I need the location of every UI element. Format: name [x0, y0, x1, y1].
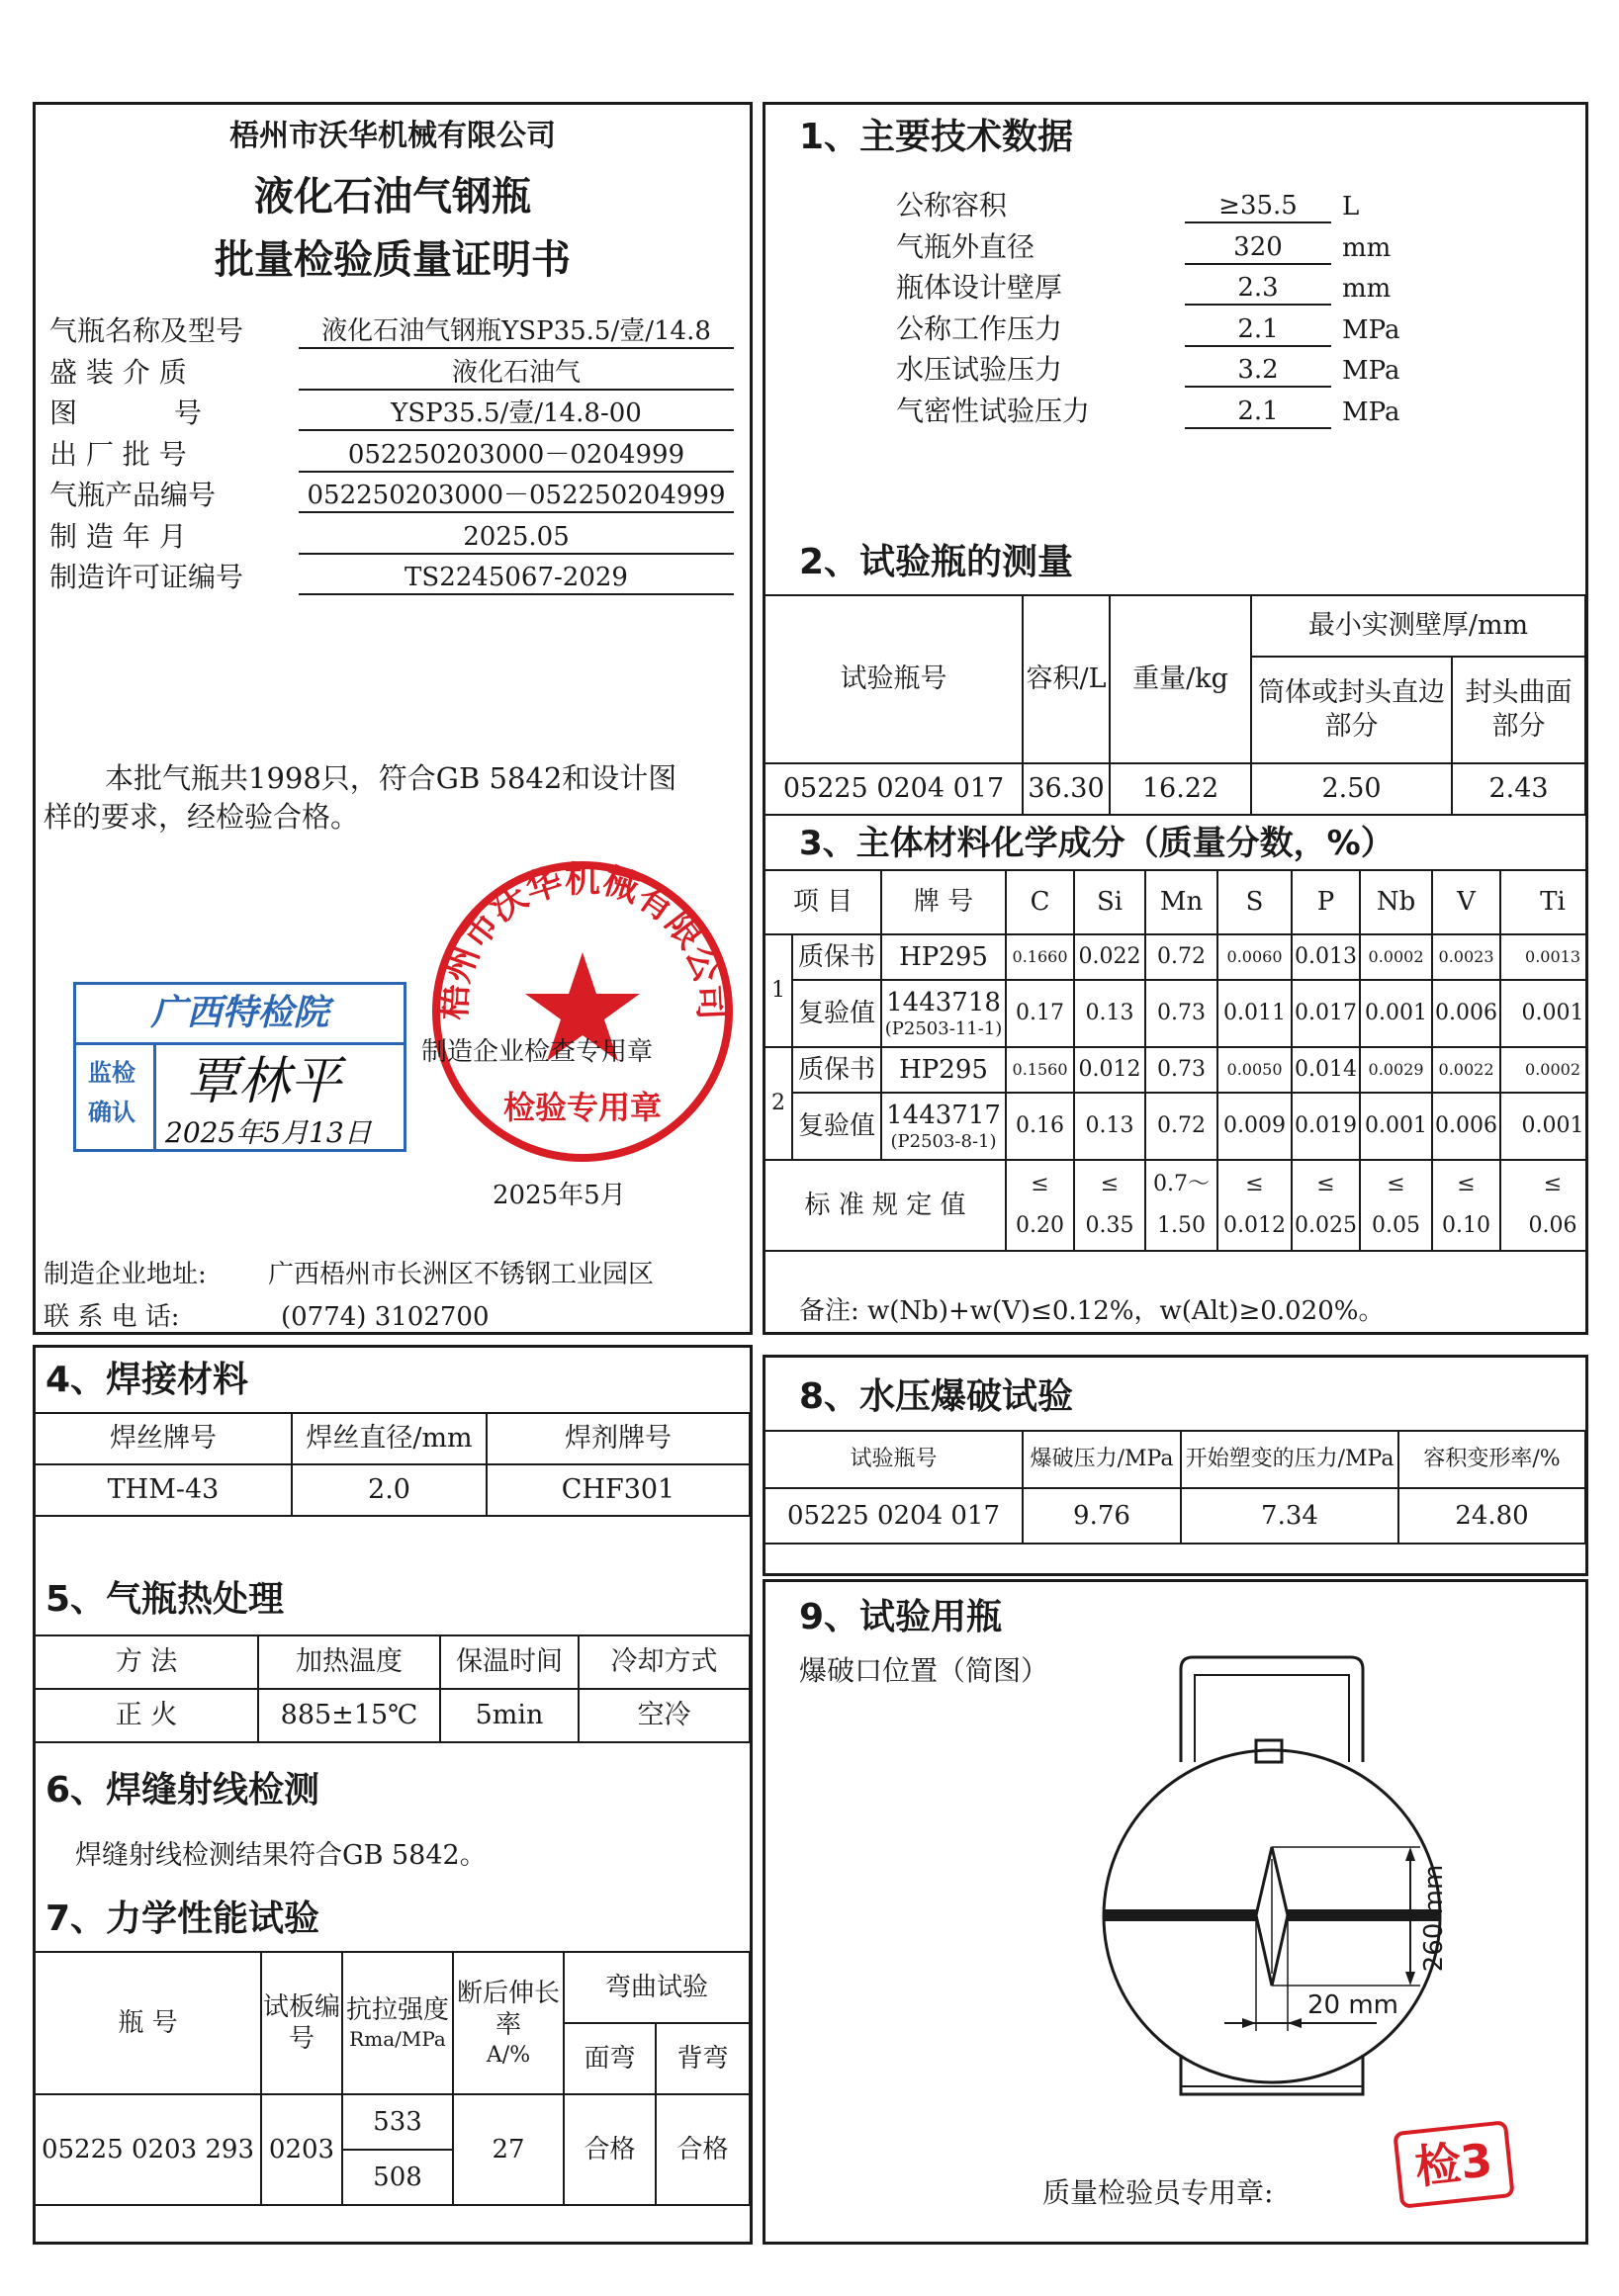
chem-header-element: P: [1292, 870, 1360, 934]
chem-value: 0.0022: [1432, 1047, 1500, 1093]
address-label: 制造企业地址:: [44, 1260, 207, 1289]
meas-header-bottle-no: 试验瓶号: [765, 595, 1023, 763]
inspector-stamp: [73, 982, 406, 1152]
burst-value: 7.34: [1181, 1488, 1398, 1544]
burst-value: 05225 0204 017: [765, 1488, 1023, 1544]
cert-field-value: 052250203000－0204999: [299, 442, 734, 473]
technical-panel: [763, 102, 1588, 1335]
chem-row-brand-cell: [881, 934, 1006, 980]
chem-value: 0.006: [1432, 1093, 1500, 1160]
phone-label: 联 系 电 话:: [44, 1302, 180, 1332]
tech-label: 水压试验压力: [896, 353, 1063, 386]
heat-header: 加热温度: [258, 1635, 440, 1689]
burst-value: 24.80: [1398, 1488, 1585, 1544]
cert-field-value: 2025.05: [299, 524, 734, 555]
test-bottle-subtitle: 爆破口位置（简图）: [799, 1654, 1049, 1687]
chem-standard-top: ≤: [1100, 1172, 1120, 1196]
heat-header: 冷却方式: [579, 1635, 750, 1689]
cert-field-value: 液化石油气钢瓶YSP35.5/壹/14.8: [299, 318, 734, 349]
chem-value: 0.13: [1074, 1093, 1145, 1160]
company-seal: [424, 853, 741, 1170]
tech-unit: mm: [1342, 274, 1392, 304]
cert-field-label: 制造许可证编号: [49, 561, 244, 593]
chem-value: 0.014: [1292, 1047, 1360, 1093]
welding-header: 焊丝直径/mm: [292, 1413, 487, 1464]
chem-row-brand: 1443718: [886, 987, 1001, 1017]
mechanical-table: [36, 1951, 751, 2206]
chem-row-brand-cell: [881, 980, 1006, 1047]
tech-unit: mm: [1342, 232, 1392, 263]
chem-row-brand: HP295: [899, 1054, 988, 1085]
burst-header: 爆破压力/MPa: [1023, 1431, 1181, 1488]
mech-header-bend: 弯曲试验: [564, 1952, 750, 2023]
chem-value: 0.0002: [1500, 1047, 1588, 1093]
tech-unit: MPa: [1342, 397, 1400, 427]
burst-panel: [763, 1355, 1588, 1576]
chem-standard-top: ≤: [1031, 1172, 1049, 1196]
mech-back-result: 合格: [656, 2094, 750, 2205]
chem-value: 0.006: [1432, 980, 1500, 1047]
mech-header-tensile: 抗拉强度: [345, 1995, 449, 2026]
chem-header-element: V: [1432, 870, 1500, 934]
certificate-title-2: 批量检验质量证明书: [215, 237, 571, 283]
statement-line-1: 本批气瓶共1998只，符合GB 5842和设计图: [105, 761, 677, 795]
chem-row-brand: HP295: [899, 941, 988, 972]
chem-standard-label: 标 准 规 定 值: [765, 1160, 1006, 1251]
meas-header-cylinder: 筒体或封头直边部分: [1251, 657, 1452, 763]
burst-header: 开始塑变的压力/MPa: [1181, 1431, 1398, 1488]
chem-standard-cell: [1145, 1160, 1217, 1251]
chem-value: 0.0029: [1360, 1047, 1432, 1093]
chem-standard-top: ≤: [1457, 1172, 1476, 1196]
xray-text: 焊缝射线检测结果符合GB 5842。: [75, 1840, 487, 1871]
seal-bottom-text: 检验专用章: [502, 1089, 663, 1126]
cert-field-label: 制 造 年 月: [49, 519, 187, 553]
chem-standard-cell: [1292, 1160, 1360, 1251]
welding-value: THM-43: [36, 1464, 292, 1516]
stamp-date: 2025年5月: [493, 1181, 626, 1210]
chem-row-type: 质保书: [792, 1047, 881, 1093]
test-bottle-heading: 9、试验用瓶: [799, 1597, 1003, 1637]
chem-value: 0.019: [1292, 1093, 1360, 1160]
meas-cylinder: 2.50: [1251, 763, 1452, 815]
mech-face-result: 合格: [564, 2094, 656, 2205]
chem-standard-top: ≤: [1543, 1172, 1563, 1196]
welding-header: 焊丝牌号: [36, 1413, 292, 1464]
test-bottle-panel: [763, 1579, 1588, 2245]
chem-standard-top: 0.7～: [1153, 1172, 1211, 1196]
chem-row-type: 复验值: [792, 1093, 881, 1160]
chem-value: 0.16: [1006, 1093, 1074, 1160]
welding-heading: 4、焊接材料: [45, 1360, 249, 1400]
tech-unit: L: [1342, 192, 1360, 221]
chem-standard-bottom: 0.20: [1016, 1213, 1064, 1238]
tech-unit: MPa: [1342, 356, 1400, 386]
inspector-stamp-label-bottom: 确认: [88, 1099, 135, 1126]
chem-value: 0.72: [1145, 1093, 1217, 1160]
chem-row-brand-sub: (P2503-11-1): [884, 1018, 1003, 1039]
tech-label: 瓶体设计壁厚: [896, 271, 1063, 304]
cert-field-label: 图 号: [49, 397, 202, 429]
tech-label: 公称容积: [896, 189, 1008, 221]
chem-standard-top: ≤: [1245, 1172, 1264, 1196]
chem-standard-bottom: 1.50: [1157, 1213, 1206, 1238]
heat-value: 正 火: [36, 1689, 258, 1742]
chemistry-note: 备注: w(Nb)+w(V)≤0.12%，w(Alt)≥0.020%。: [799, 1296, 1385, 1326]
chem-value: 0.009: [1217, 1093, 1292, 1160]
chem-standard-bottom: 0.10: [1442, 1213, 1490, 1238]
mech-header-elong-unit: A/%: [486, 2042, 531, 2068]
chem-value: 0.013: [1292, 934, 1360, 980]
chem-header-element: C: [1006, 870, 1074, 934]
chem-standard-top: ≤: [1316, 1172, 1335, 1196]
quality-inspector-stamp: 检3: [1393, 2120, 1515, 2209]
cert-field-label: 出 厂 批 号: [49, 437, 187, 471]
meas-header-weight: 重量/kg: [1110, 595, 1251, 763]
inspector-sign-date: 2025年5月13日: [165, 1116, 372, 1149]
chem-row-type: 复验值: [792, 980, 881, 1047]
mech-elongation: 27: [453, 2094, 564, 2205]
chem-standard-cell: [1006, 1160, 1074, 1251]
tech-label: 气瓶外直径: [896, 229, 1035, 263]
chem-value: 0.001: [1360, 980, 1432, 1047]
chem-row-brand-cell: [881, 1047, 1006, 1093]
chem-standard-cell: [1500, 1160, 1588, 1251]
cert-field-value: 052250203000－052250204999: [299, 483, 734, 513]
cert-field-label: 气瓶名称及型号: [49, 314, 244, 347]
chem-group-no: 1: [765, 934, 792, 1047]
chem-value: 0.0013: [1500, 934, 1588, 980]
phone-value: (0774) 3102700: [281, 1302, 490, 1332]
chem-standard-cell: [1217, 1160, 1292, 1251]
chem-standard-cell: [1432, 1160, 1500, 1251]
chem-value: 0.017: [1292, 980, 1360, 1047]
meas-head: 2.43: [1452, 763, 1585, 815]
chem-row-type: 质保书: [792, 934, 881, 980]
heat-heading: 5、气瓶热处理: [45, 1579, 285, 1620]
meas-volume: 36.30: [1023, 763, 1110, 815]
mech-heading: 7、力学性能试验: [45, 1899, 320, 1939]
mech-header-face: 面弯: [564, 2023, 656, 2094]
chem-group-no: 2: [765, 1047, 792, 1160]
welding-value: 2.0: [292, 1464, 487, 1516]
chem-standard-cell: [1074, 1160, 1145, 1251]
bottle-foot: [1181, 2055, 1363, 2094]
cert-field-value: 液化石油气: [299, 360, 734, 391]
dim-vertical-label: 260 mm: [1419, 1864, 1449, 1973]
seal-ring-text: 梧州市沃华机械有限公司: [433, 859, 732, 1021]
chem-value: 0.1660: [1006, 934, 1074, 980]
chem-standard-top: ≤: [1387, 1172, 1405, 1196]
heat-treatment-table: [36, 1634, 751, 1743]
chem-header-element: Nb: [1360, 870, 1432, 934]
chem-standard-bottom: 0.06: [1528, 1213, 1577, 1238]
cert-field-label: 气瓶产品编号: [49, 479, 217, 511]
cert-field-value: YSP35.5/壹/14.8-00: [299, 400, 734, 431]
company-name: 梧州市沃华机械有限公司: [229, 119, 556, 153]
meas-header-min-wall: 最小实测壁厚/mm: [1251, 595, 1585, 657]
chem-standard-bottom: 0.35: [1085, 1213, 1134, 1238]
chem-value: 0.001: [1360, 1093, 1432, 1160]
cert-field-label: 盛 装 介 质: [49, 355, 187, 389]
burst-header: 容积变形率/%: [1398, 1431, 1585, 1488]
meas-header-head: 封头曲面部分: [1452, 657, 1585, 763]
burst-heading: 8、水压爆破试验: [799, 1376, 1074, 1417]
chem-value: 0.0002: [1360, 934, 1432, 980]
inspector-label: 质量检验员专用章:: [1042, 2176, 1274, 2209]
process-panel: [33, 1345, 753, 2245]
chemistry-heading: 3、主体材料化学成分（质量分数，%）: [799, 824, 1394, 863]
inspector-signature: 覃林平: [187, 1052, 342, 1111]
chem-value: 0.13: [1074, 980, 1145, 1047]
mech-header-bottle: 瓶 号: [36, 1952, 261, 2094]
chem-header-item: 项 目: [765, 870, 881, 934]
measurement-table: [765, 594, 1586, 816]
heat-value: 5min: [440, 1689, 579, 1742]
mech-tensile-2: 508: [342, 2150, 453, 2205]
chem-standard-bottom: 0.012: [1223, 1213, 1286, 1238]
mech-bottle-no: 05225 0203 293: [36, 2094, 261, 2205]
chem-value: 0.011: [1217, 980, 1292, 1047]
chem-value: 0.1560: [1006, 1047, 1074, 1093]
mech-tensile-1: 533: [342, 2094, 453, 2150]
statement-line-2: 样的要求，经检验合格。: [44, 800, 360, 834]
burst-table: [765, 1430, 1586, 1545]
chem-header-element: S: [1217, 870, 1292, 934]
tech-value: 320: [1185, 234, 1331, 265]
chem-row-brand: 1443717: [886, 1100, 1001, 1130]
tech-value: ≥35.5: [1185, 193, 1331, 223]
chem-value: 0.001: [1500, 980, 1588, 1047]
welding-value: CHF301: [487, 1464, 750, 1516]
chem-header-brand: 牌 号: [881, 870, 1006, 934]
tech-value: 2.1: [1185, 398, 1331, 429]
mech-header-tensile-unit: Rma/MPa: [349, 2026, 446, 2051]
tech-unit: MPa: [1342, 314, 1400, 345]
heat-header: 方 法: [36, 1635, 258, 1689]
tech-value: 3.2: [1185, 357, 1331, 388]
mech-header-plate: 试板编号: [261, 1952, 342, 2094]
inspector-stamp-label-top: 监检: [88, 1059, 135, 1087]
meas-bottle-no: 05225 0204 017: [765, 763, 1023, 815]
tech-value: 2.3: [1185, 275, 1331, 306]
mech-header-back: 背弯: [656, 2023, 750, 2094]
chem-value: 0.0060: [1217, 934, 1292, 980]
chem-standard-bottom: 0.025: [1295, 1213, 1357, 1238]
certificate-panel: [33, 102, 753, 1335]
mech-plate-no: 0203: [261, 2094, 342, 2205]
xray-heading: 6、焊缝射线检测: [45, 1770, 320, 1810]
chem-value: 0.73: [1145, 1047, 1217, 1093]
heat-header: 保温时间: [440, 1635, 579, 1689]
measurement-heading: 2、试验瓶的测量: [799, 542, 1074, 582]
certificate-title-1: 液化石油气钢瓶: [254, 174, 531, 220]
mech-header-elong: 断后伸长率: [456, 1978, 560, 2041]
tech-label: 公称工作压力: [896, 311, 1063, 345]
chemistry-table: [765, 869, 1588, 1252]
burst-header: 试验瓶号: [765, 1431, 1023, 1488]
inspector-stamp-title: 广西特检院: [76, 985, 404, 1045]
dim-horizontal-label: 20 mm: [1307, 1990, 1399, 2020]
chem-value: 0.72: [1145, 934, 1217, 980]
chem-value: 0.0023: [1432, 934, 1500, 980]
chem-row-brand-sub: (P2503-8-1): [890, 1131, 997, 1152]
welding-table: [36, 1412, 751, 1517]
chem-value: 0.73: [1145, 980, 1217, 1047]
meas-weight: 16.22: [1110, 763, 1251, 815]
tech-value: 2.1: [1185, 316, 1331, 347]
chem-value: 0.0050: [1217, 1047, 1292, 1093]
heat-value: 空冷: [579, 1689, 750, 1742]
chem-header-element: Mn: [1145, 870, 1217, 934]
tech-heading: 1、主要技术数据: [799, 117, 1074, 157]
stamp-caption: 制造企业检查专用章: [421, 1037, 654, 1067]
bottle-diagram: [1062, 1622, 1478, 2156]
chem-value: 0.012: [1074, 1047, 1145, 1093]
chem-row-brand-cell: [881, 1093, 1006, 1160]
chem-value: 0.022: [1074, 934, 1145, 980]
welding-header: 焊剂牌号: [487, 1413, 750, 1464]
cert-field-value: TS2245067-2029: [299, 565, 734, 595]
chem-header-element: Si: [1074, 870, 1145, 934]
bottle-handle: [1181, 1657, 1363, 1762]
chem-standard-cell: [1360, 1160, 1432, 1251]
tech-label: 气密性试验压力: [896, 394, 1091, 427]
chem-standard-bottom: 0.05: [1372, 1213, 1420, 1238]
address-value: 广西梧州市长洲区不锈钢工业园区: [268, 1260, 655, 1289]
chem-value: 0.17: [1006, 980, 1074, 1047]
chem-header-element: Ti: [1500, 870, 1588, 934]
chem-value: 0.001: [1500, 1093, 1588, 1160]
meas-header-volume: 容积/L: [1023, 595, 1110, 763]
burst-value: 9.76: [1023, 1488, 1181, 1544]
heat-value: 885±15℃: [258, 1689, 440, 1742]
